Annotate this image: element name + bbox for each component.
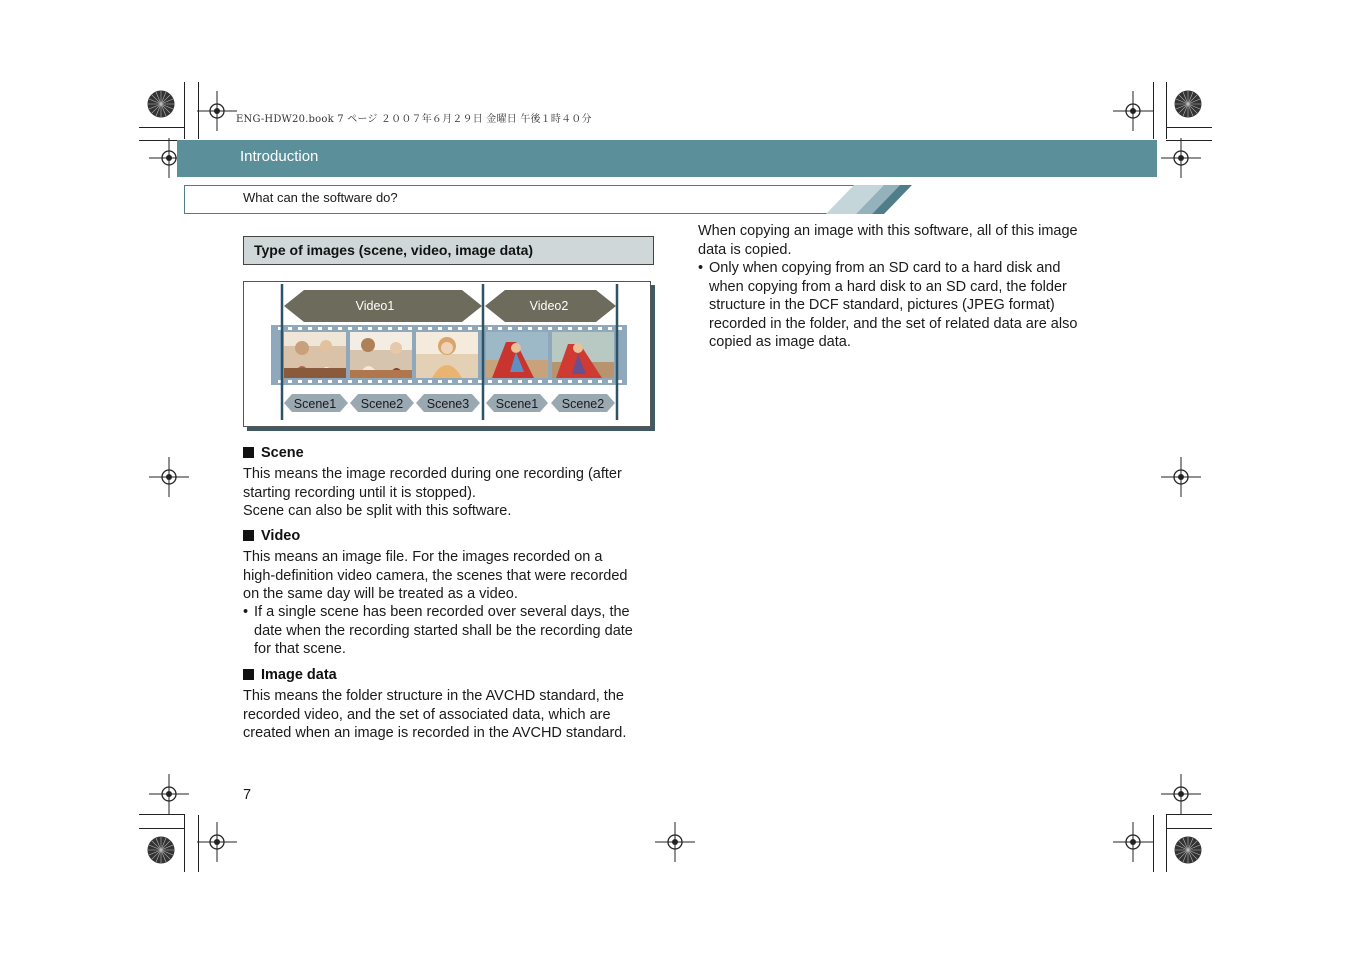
subsection-bar xyxy=(184,185,912,214)
page-number: 7 xyxy=(243,787,252,803)
section-bar xyxy=(177,140,1157,177)
registration-target-icon xyxy=(149,774,189,814)
image-data-heading: Image data xyxy=(243,667,337,683)
photo-thumbnail xyxy=(552,332,614,378)
rosette-mark-icon xyxy=(1174,836,1202,864)
photo-thumbnail xyxy=(416,332,478,378)
scene-label: Scene1 xyxy=(495,397,539,411)
registration-target-icon xyxy=(1161,774,1201,814)
scene-label: Scene3 xyxy=(426,397,470,411)
registration-target-icon xyxy=(1161,457,1201,497)
scene-description: This means the image recorded during one recording (after starting recording until it is stopped). Scene can also be split with this software. xyxy=(243,466,622,520)
video-description: This means an image file. For the images recorded on a high-definition video camera, the scenes that were recorded on the same day will be treated as a video. xyxy=(243,549,628,603)
square-bullet-icon xyxy=(243,447,254,458)
rosette-mark-icon xyxy=(147,836,175,864)
section-title: Introduction xyxy=(240,148,319,165)
type-of-images-title: Type of images (scene, video, image data) xyxy=(254,242,534,258)
image-data-description: This means the folder structure in the AVCHD standard, the recorded video, and the set of associated data, which are created when an image is recorded in the AVCHD standard. xyxy=(243,688,627,742)
type-of-images-heading xyxy=(243,236,654,265)
rosette-mark-icon xyxy=(147,90,175,118)
video-label: Video2 xyxy=(529,299,569,313)
scene-label: Scene2 xyxy=(561,397,605,411)
print-header: ENG-HDW20.book 7 ページ ２００７年６月２９日 金曜日 午後１時４０分 xyxy=(236,114,592,125)
registration-target-icon xyxy=(197,91,237,131)
copy-bullet: • Only when copying from an SD card to a hard disk and when copying from a hard disk to an SD card, the folder structure in the DCF standard, pictures (JPEG format) recorded in the folder, and the set of related data are also copied as image data. xyxy=(698,260,1078,351)
video-heading: Video xyxy=(243,528,300,544)
registration-target-icon xyxy=(1113,91,1153,131)
bullet-dot: • xyxy=(243,604,249,620)
square-bullet-icon xyxy=(243,669,254,680)
bullet-dot: • xyxy=(698,260,704,276)
photo-thumbnail xyxy=(284,332,346,378)
registration-target-icon xyxy=(1161,138,1201,178)
square-bullet-icon xyxy=(243,530,254,541)
rosette-mark-icon xyxy=(1174,90,1202,118)
subsection-title: What can the software do? xyxy=(243,190,398,205)
registration-target-icon xyxy=(1113,822,1153,862)
scene-label: Scene2 xyxy=(360,397,404,411)
photo-thumbnail xyxy=(350,332,412,378)
registration-target-icon xyxy=(655,822,695,862)
registration-target-icon xyxy=(197,822,237,862)
scene-label: Scene1 xyxy=(293,397,337,411)
scene-video-diagram xyxy=(243,281,651,427)
registration-target-icon xyxy=(149,457,189,497)
copy-description: When copying an image with this software, all of this image data is copied. xyxy=(698,223,1078,258)
video-label: Video1 xyxy=(355,299,395,313)
video-bullet: • If a single scene has been recorded over several days, the date when the recording started shall be the recording date for that scene. xyxy=(243,604,633,658)
diagram-svg xyxy=(244,282,650,426)
scene-heading: Scene xyxy=(243,445,304,461)
photo-thumbnail xyxy=(486,332,548,378)
